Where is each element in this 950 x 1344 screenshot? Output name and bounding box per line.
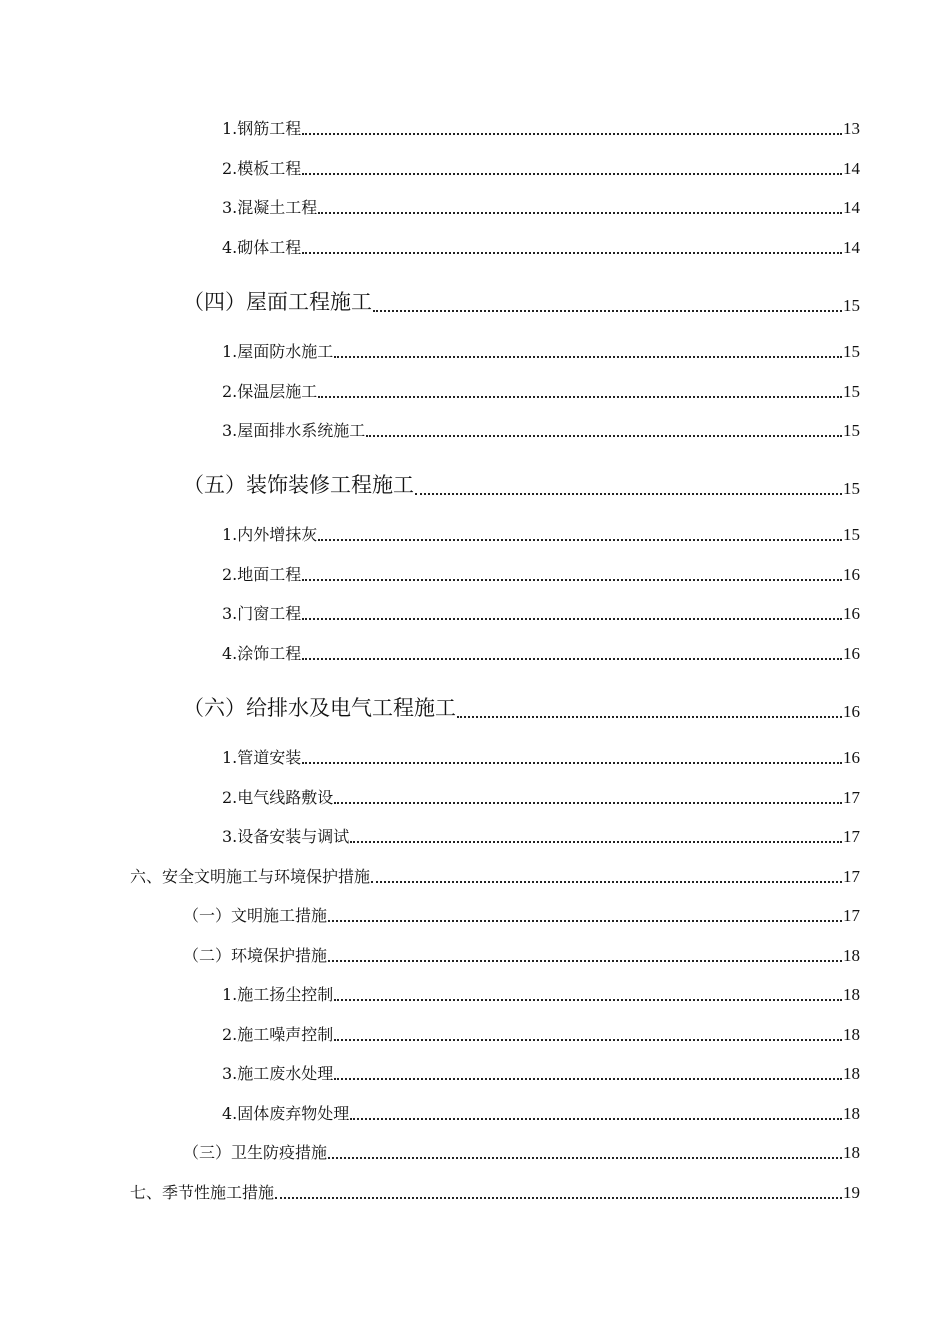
dot-leader <box>302 618 842 620</box>
dot-leader <box>302 173 842 175</box>
toc-page-number: 18 <box>843 1104 860 1123</box>
toc-entry-label: 1.屋面防水施工 <box>222 342 334 361</box>
toc-page-number: 17 <box>843 788 860 807</box>
toc-entry-label: 3.施工废水处理 <box>222 1064 334 1083</box>
dot-leader <box>318 396 842 398</box>
toc-entry-label: 六、安全文明施工与环境保护措施 <box>130 867 371 886</box>
toc-page-number: 16 <box>843 702 860 721</box>
toc-entry[interactable] <box>183 943 860 966</box>
toc-entry[interactable] <box>222 1022 860 1045</box>
toc-entry[interactable] <box>222 235 860 258</box>
toc-entry-label: 1.钢筋工程 <box>222 119 302 138</box>
dot-leader <box>457 716 842 718</box>
toc-page-number: 19 <box>843 1183 860 1202</box>
dot-leader <box>302 658 842 660</box>
toc-entry[interactable] <box>183 692 860 722</box>
toc-page-number: 17 <box>843 906 860 925</box>
dot-leader <box>334 999 842 1001</box>
toc-entry-label: （四）屋面工程施工 <box>183 290 372 314</box>
dot-leader <box>302 133 842 135</box>
toc-entry[interactable] <box>222 1101 860 1124</box>
toc-entry[interactable] <box>222 1061 860 1084</box>
toc-entry-label: 2.电气线路敷设 <box>222 788 334 807</box>
toc-entry-label: 2.保温层施工 <box>222 382 318 401</box>
toc-entry[interactable] <box>222 641 860 664</box>
toc-entry[interactable] <box>183 469 860 499</box>
dot-leader <box>318 212 842 214</box>
toc-page-number: 18 <box>843 1025 860 1044</box>
toc-entry-label: 3.屋面排水系统施工 <box>222 421 366 440</box>
dot-leader <box>334 802 842 804</box>
toc-page-number: 15 <box>843 525 860 544</box>
toc-entry-label: （二）环境保护措施 <box>183 946 328 965</box>
toc-page-number: 18 <box>843 1143 860 1162</box>
toc-page-number: 15 <box>843 296 860 315</box>
toc-entry[interactable] <box>222 156 860 179</box>
toc-entry-label: 2.施工噪声控制 <box>222 1025 334 1044</box>
toc-entry[interactable] <box>130 1180 860 1203</box>
toc-entry[interactable] <box>183 1140 860 1163</box>
dot-leader <box>373 310 842 312</box>
toc-page-number: 15 <box>843 479 860 498</box>
toc-page-number: 16 <box>843 565 860 584</box>
toc-entry[interactable] <box>222 195 860 218</box>
toc-entry-label: （一）文明施工措施 <box>183 906 328 925</box>
dot-leader <box>302 252 842 254</box>
dot-leader <box>328 1157 842 1159</box>
dot-leader <box>350 1118 842 1120</box>
dot-leader <box>371 881 842 883</box>
toc-entry[interactable] <box>222 601 860 624</box>
dot-leader <box>334 356 842 358</box>
toc-entry[interactable] <box>222 745 860 768</box>
toc-entry-label: （六）给排水及电气工程施工 <box>183 696 456 720</box>
toc-entry-label: 4.固体废弃物处理 <box>222 1104 350 1123</box>
toc-entry[interactable] <box>222 824 860 847</box>
toc-entry-label: 2.地面工程 <box>222 565 302 584</box>
toc-entry-label: 3.门窗工程 <box>222 604 302 623</box>
toc-page-number: 18 <box>843 1064 860 1083</box>
toc-entry-label: 七、季节性施工措施 <box>130 1183 275 1202</box>
toc-entry[interactable] <box>183 286 860 316</box>
toc-entry-label: 1.管道安装 <box>222 748 302 767</box>
toc-page-number: 16 <box>843 644 860 663</box>
dot-leader <box>415 493 842 495</box>
toc-page-number: 13 <box>843 119 860 138</box>
dot-leader <box>328 920 842 922</box>
toc-page-number: 14 <box>843 238 860 257</box>
dot-leader <box>275 1197 842 1199</box>
toc-entry-label: 4.砌体工程 <box>222 238 302 257</box>
toc-entry[interactable] <box>222 522 860 545</box>
toc-entry[interactable] <box>222 379 860 402</box>
dot-leader <box>366 435 842 437</box>
toc-entry[interactable] <box>222 339 860 362</box>
toc-entry[interactable] <box>222 116 860 139</box>
toc-page-number: 15 <box>843 421 860 440</box>
toc-page-number: 16 <box>843 748 860 767</box>
toc-entry[interactable] <box>222 785 860 808</box>
dot-leader <box>328 960 842 962</box>
toc-page-number: 18 <box>843 946 860 965</box>
toc-page-number: 14 <box>843 198 860 217</box>
toc-entry-label: （三）卫生防疫措施 <box>183 1143 328 1162</box>
toc-page-number: 15 <box>843 382 860 401</box>
toc-entry-label: 3.混凝土工程 <box>222 198 318 217</box>
dot-leader <box>334 1039 842 1041</box>
toc-entry[interactable] <box>130 864 860 887</box>
dot-leader <box>350 841 842 843</box>
toc-page-number: 16 <box>843 604 860 623</box>
toc-entry-label: 3.设备安装与调试 <box>222 827 350 846</box>
toc-entry[interactable] <box>222 982 860 1005</box>
toc-page-number: 18 <box>843 985 860 1004</box>
toc-entry[interactable] <box>222 418 860 441</box>
dot-leader <box>334 1078 842 1080</box>
toc-entry-label: 1.施工扬尘控制 <box>222 985 334 1004</box>
dot-leader <box>302 762 842 764</box>
dot-leader <box>302 579 842 581</box>
toc-page-number: 14 <box>843 159 860 178</box>
toc-page-number: 15 <box>843 342 860 361</box>
toc-entry-label: 2.模板工程 <box>222 159 302 178</box>
dot-leader <box>318 539 842 541</box>
toc-entry-label: 1.内外增抹灰 <box>222 525 318 544</box>
toc-entry[interactable] <box>222 562 860 585</box>
toc-page-number: 17 <box>843 827 860 846</box>
toc-page-number: 17 <box>843 867 860 886</box>
toc-entry-label: 4.涂饰工程 <box>222 644 302 663</box>
toc-entry[interactable] <box>183 903 860 926</box>
toc-entry-label: （五）装饰装修工程施工 <box>183 473 414 497</box>
